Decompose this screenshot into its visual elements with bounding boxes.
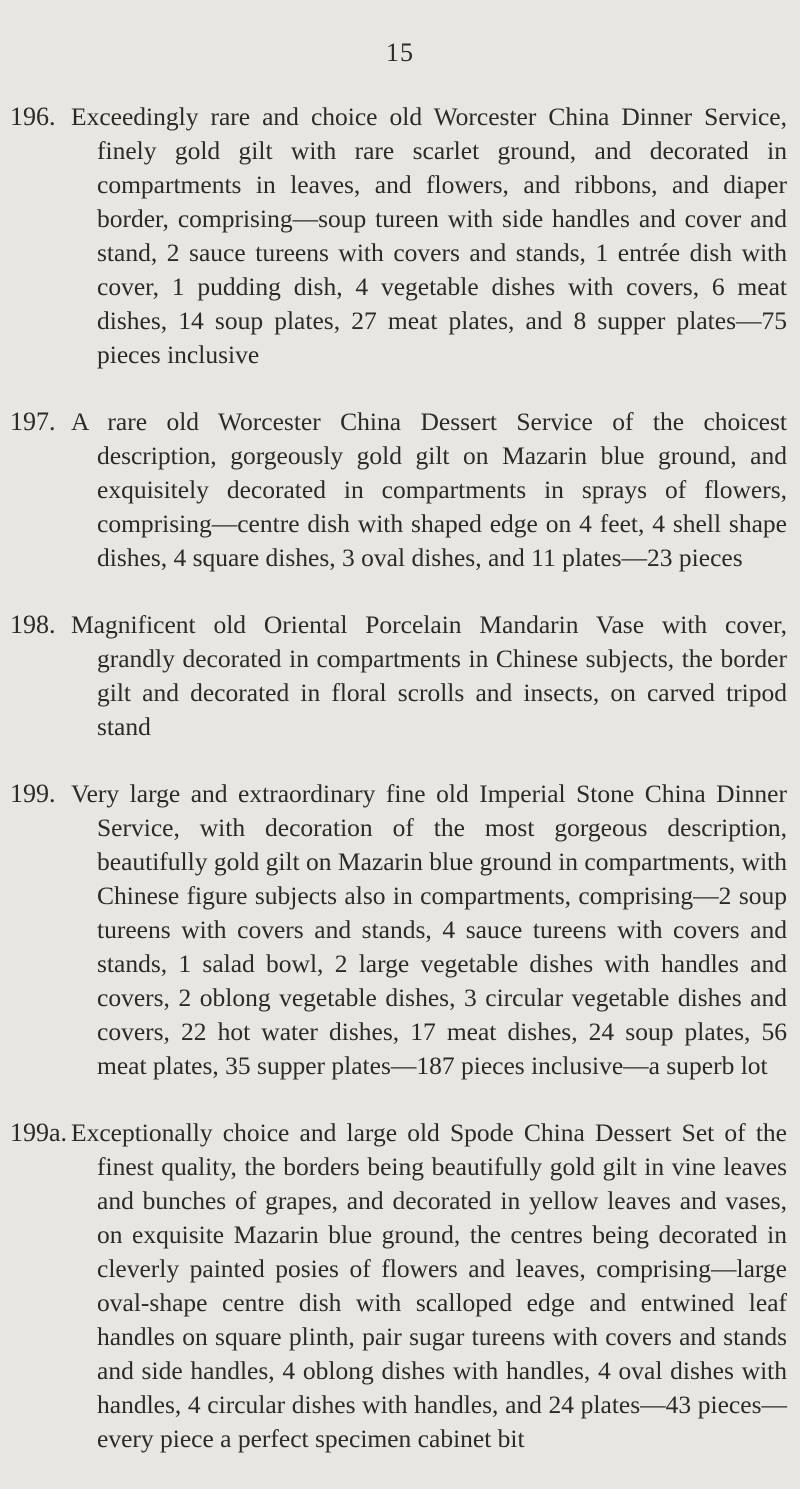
lot-number: 198. (10, 610, 56, 639)
lot-description: A rare old Worcester China Dessert Service of the choicest description, gorgeously gold gilt on Mazarin blue ground, and exquisitely decorated in compartments in sprays of flowers, comprising—centre dish with shaped edge on 4 feet, 4 shell shape dishes, 4 square dishes, 3 oval dishes, and 11 plates—23 pieces (71, 407, 787, 572)
lot-list (0, 100, 800, 1489)
lot-number: 199a. (10, 1118, 68, 1147)
lot-entry (0, 405, 800, 575)
lot-number: 199. (10, 779, 56, 808)
lot-description: Exceptionally choice and large old Spode China Dessert Set of the finest quality, the borders being beautifully gold gilt in vine leaves and bunches of grapes, and decorated in yellow leaves and vases, on exquisite Mazarin blue ground, the centres being decorated in cleverly painted posies of flowers and leaves, comprising—large oval-shape centre dish with scalloped edge and entwined leaf handles on square plinth, pair sugar tureens with covers and stands and side handles, 4 oblong dishes with handles, 4 oval dishes with handles, 4 circular dishes with handles, and 24 plates—43 pieces—every piece a perfect specimen cabinet bit (71, 1118, 787, 1453)
lot-description: Magnificent old Oriental Porcelain Mandarin Vase with cover, grandly decorated in compartments in Chinese subjects, the border gilt and decorated in floral scrolls and insects, on carved tripod stand (71, 610, 787, 741)
lot-number: 197. (10, 407, 56, 436)
lot-entry (0, 100, 800, 372)
page-number: 15 (386, 38, 414, 67)
lot-description: Exceedingly rare and choice old Worcester China Dinner Service, finely gold gilt with rare scarlet ground, and decorated in compartments in leaves, and flowers, and ribbons, and diaper border, comprising—soup tureen with side handles and cover and stand, 2 sauce tureens with covers and stands, 1 entrée dish with cover, 1 pudding dish, 4 vegetable dishes with covers, 6 meat dishes, 14 soup plates, 27 meat plates, and 8 supper plates—75 pieces inclusive (71, 102, 787, 369)
lot-entry (0, 1116, 800, 1456)
lot-entry (0, 777, 800, 1083)
lot-entry (0, 608, 800, 744)
lot-description: Very large and extraordinary fine old Imperial Stone China Dinner Service, with decoration of the most gorgeous description, beautifully gold gilt on Mazarin blue ground in compartments, with Chinese figure subjects also in compartments, comprising—2 soup tureens with covers and stands, 4 sauce tureens with covers and stands, 1 salad bowl, 2 large vegetable dishes with handles and covers, 2 oblong vegetable dishes, 3 circular vegetable dishes and covers, 22 hot water dishes, 17 meat dishes, 24 soup plates, 56 meat plates, 35 supper plates—187 pieces inclusive—a superb lot (71, 779, 787, 1080)
lot-number: 196. (10, 102, 56, 131)
